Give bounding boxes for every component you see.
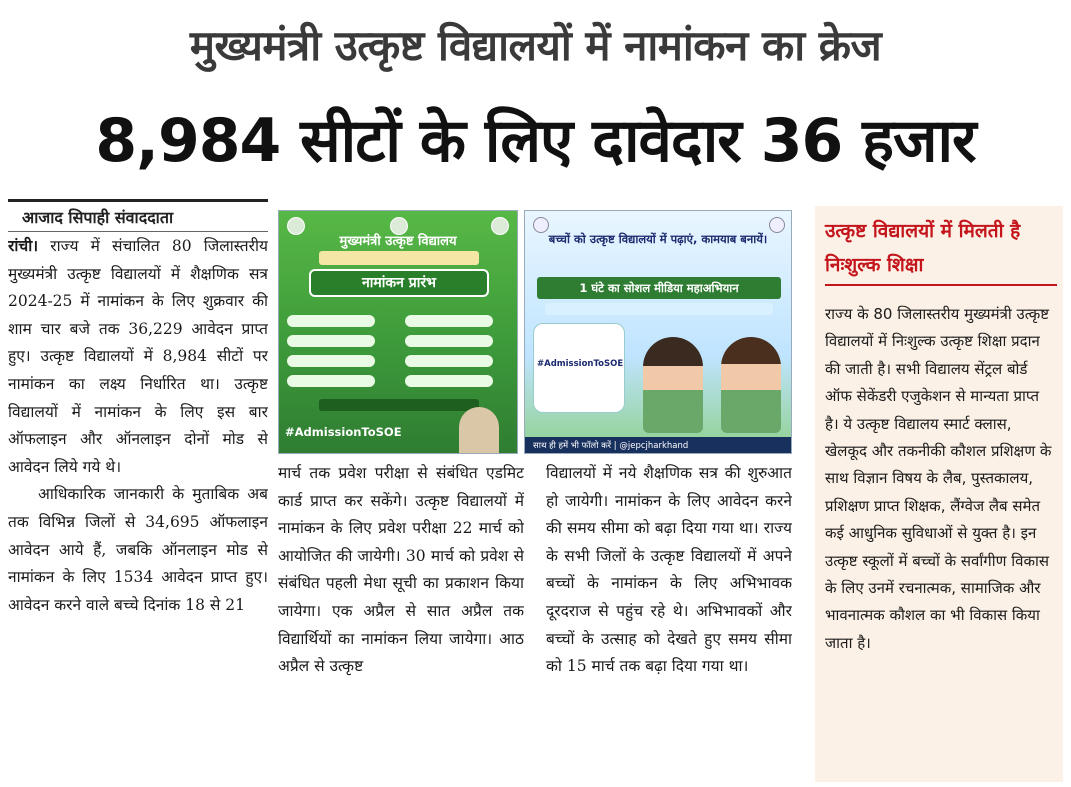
article-paragraph: विद्यालयों में नये शैक्षणिक सत्र की शुरुआत हो जायेगी। नामांकन के लिए आवेदन करने की समय सीमा को बढ़ा दिया गया था। राज्य के सभी जिलों के उत्कृष्ट विद्यालयों में अपने बच्चों के नामांकन के लिए अभिभावक दूरदराज से पहुंच रहे थे। अभिभावकों और बच्चों के उत्साह को देखते हुए समय सीमा को 15 मार्च तक बढ़ा दिया गया था। xyxy=(546,464,792,676)
poster-date-strip xyxy=(319,399,479,411)
feature-chip xyxy=(405,355,493,367)
student-boy-illustration xyxy=(721,337,781,433)
poster-date-strip xyxy=(545,303,773,315)
poster-subtitle-strip xyxy=(319,251,479,265)
poster-banner: नामांकन प्रारंभ xyxy=(309,269,489,297)
headline-kicker: मुख्यमंत्री उत्कृष्ट विद्यालयों में नामांकन का क्रेज xyxy=(189,21,882,70)
poster-hashtag: #AdmissionToSOE xyxy=(285,425,402,439)
headline-main: 8,984 सीटों के लिए दावेदार 36 हजार xyxy=(95,106,976,176)
article-text: राज्य में संचालित 80 जिलास्तरीय मुख्यमंत्री उत्कृष्ट विद्यालयों में शैक्षणिक सत्र 2024-25 में नामांकन के लिए शुक्रवार की शाम चार बजे तक 36,229 आवेदन प्राप्त हुए। उत्कृष्ट विद्यालयों में 8,984 सीटों पर नामांकन का लक्ष्य निर्धारित था। उत्कृष्ट विद्यालयों में नामांकन के लिए इस बार ऑफलाइन और ऑनलाइन दोनों मोड से आवेदन लिये गये थे। xyxy=(8,237,268,476)
feature-chip xyxy=(287,335,375,347)
sidebar-box xyxy=(815,206,1063,782)
student-girl-illustration xyxy=(643,337,703,433)
campaign-poster xyxy=(524,210,792,454)
article-column-1 xyxy=(8,232,268,780)
poster-title: मुख्यमंत्री उत्कृष्ट विद्यालय xyxy=(339,234,457,249)
sidebar-heading: उत्कृष्ट विद्यालयों में मिलती है निःशुल्क शिक्षा xyxy=(825,214,1057,286)
sidebar-body: राज्य के 80 जिलास्तरीय मुख्यमंत्री उत्कृष्ट विद्यालयों में निःशुल्क उत्कृष्ट शिक्षा प्रदान की जाती है। सभी विद्यालय सेंट्रल बोर्ड ऑफ सेकेंडरी एजुकेशन से मान्यता प्राप्त है। ये उत्कृष्ट विद्यालय स्मार्ट क्लास, खेलकूद और तकनीकी कौशल प्रशिक्षण के साथ विज्ञान विषय के लैब, पुस्तकालय, प्रशिक्षण प्राप्त शिक्षक, लैंग्वेज लैब समेत कई आधुनिक सुविधाओं से युक्त है। इन उत्कृष्ट स्कूलों में बच्चों के सर्वांगीण विकास के लिए उनमें रचनात्मक, सामाजिक और भावनात्मक कौशल का भी विकास किया जाता है। xyxy=(825,305,1052,652)
feature-chip xyxy=(405,315,493,327)
article-paragraph xyxy=(8,232,268,481)
poster-hashtag: #AdmissionToSOE xyxy=(537,359,624,369)
poster-title: बच्चों को उत्कृष्ट विद्यालयों में पढ़ाएं, कामयाब बनायें। xyxy=(548,232,768,246)
poster-banner: 1 घंटे का सोशल मीडिया महाअभियान xyxy=(537,277,781,299)
article-column-3 xyxy=(546,460,792,782)
feature-chip xyxy=(405,335,493,347)
feature-chip xyxy=(287,375,375,387)
dateline: रांची। xyxy=(8,236,39,255)
person-photo xyxy=(459,407,499,454)
feature-chip xyxy=(405,375,493,387)
byline: आजाद सिपाही संवाददाता xyxy=(8,199,268,232)
feature-chip xyxy=(287,315,375,327)
article-paragraph: मार्च तक प्रवेश परीक्षा से संबंधित एडमिट कार्ड प्राप्त कर सकेंगे। उत्कृष्ट विद्यालयों में नामांकन के लिए प्रवेश परीक्षा 22 मार्च को आयोजित की जायेगी। 30 मार्च को प्रवेश से संबंधित पहली मेधा सूची का प्रकाशन किया जायेगा। एक अप्रैल से सात अप्रैल तक विद्यार्थियों का नामांकन लिया जायेगा। आठ अप्रैल से उत्कृष्ट xyxy=(278,464,524,676)
article-paragraph: आधिकारिक जानकारी के मुताबिक अब तक विभिन्न जिलों से 34,695 ऑफलाइन आवेदन आये हैं, जबकि ऑनलाइन मोड से नामांकन के लिए 1534 आवेदन प्राप्त हुए। आवेदन करने वाले बच्चे दिनांक 18 से 21 xyxy=(8,485,268,614)
poster-footer: साथ ही हमें भी फॉलो करें | @jepcjharkhand xyxy=(525,437,791,454)
feature-chip xyxy=(287,355,375,367)
admission-poster xyxy=(278,210,518,454)
article-column-2 xyxy=(278,460,524,782)
